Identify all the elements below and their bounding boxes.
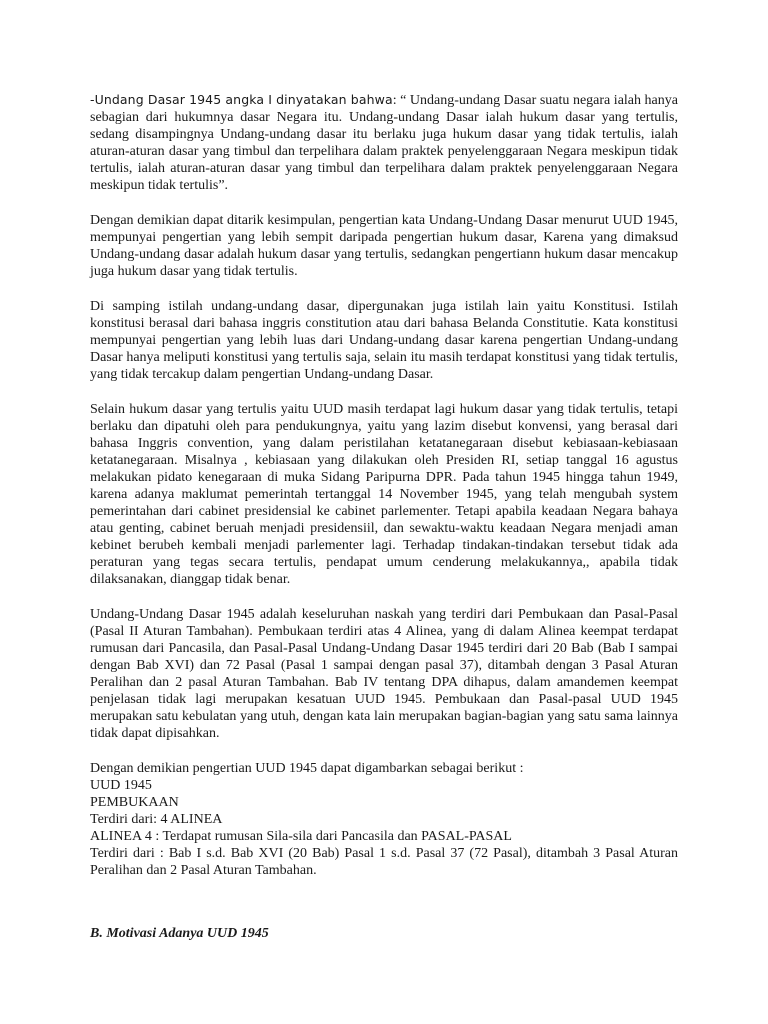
- summary-line-uud: UUD 1945: [90, 778, 152, 793]
- document-page: [90, 91, 678, 942]
- paragraph-structure: Undang-Undang Dasar 1945 adalah keseluruhan naskah yang terdiri dari Pembukaan dan Pasal-Pasal (Pasal II Aturan Tambahan). Pembukaan terdiri atas 4 Alinea, yang di dalam Alinea keempat terdapat rumusan dari Pancasila, dan Pasal-Pasal Undang-Undang Dasar 1945 terdiri dari 20 Bab (Bab I sampai dengan Bab XVI) dan 72 Pasal (Pasal 1 sampai dengan pasal 37), ditambah dengan 3 Pasal Aturan Peralihan dan 2 pasal Aturan Tambahan. Bab IV tentang DPA dihapus, dalam amandemen keempat penjelasan tidak lagi merupakan kesatuan UUD 1945. Pembukaan dan Pasal-pasal UUD 1945 merupakan satu kebulatan yang utuh, dengan kata lain merupakan bagian-bagian yang satu sama lainnya tidak dapat dipisahkan.: [90, 607, 678, 741]
- summary-intro: Dengan demikian pengertian UUD 1945 dapat digambarkan sebagai berikut :: [90, 761, 524, 776]
- paragraph-lead-text: -Undang Dasar 1945 angka I dinyatakan bahwa: [90, 92, 393, 107]
- paragraph-conclusion: Dengan demikian dapat ditarik kesimpulan, pengertian kata Undang-Undang Dasar menurut UUD 1945, mempunyai pengertian yang lebih sempit daripada pengertian hukum dasar, Karena yang dimaksud Undang-undang dasar adalah hukum dasar yang tertulis, sedangkan pengertiann hukum dasar mencakup juga hukum dasar yang tidak tertulis.: [90, 213, 678, 279]
- paragraph-uud-definition: [90, 91, 678, 194]
- section-heading: B. Motivasi Adanya UUD 1945: [90, 926, 269, 941]
- paragraph-konvensi: Selain hukum dasar yang tertulis yaitu UUD masih terdapat lagi hukum dasar yang tidak tertulis, tetapi berlaku dan dipatuhi oleh para pendukungnya, yaitu yang lazim disebut konvensi, yang berasal dari bahasa Inggris convention, yang dalam peristilahan ketatanegaraan disebut kebiasaan-kebiasaan ketatanegaraan. Misalnya , kebiasaan yang dilakukan oleh Presiden RI, setiap tanggal 16 agustus melakukan pidato kenegaraan di muka Sidang Paripurna DPR. Pada tahun 1945 hingga tahun 1949, karena adanya maklumat pemerintah tertanggal 14 November 1945, yang telah mengubah system pemerintahan dari cabinet presidensial ke cabinet parlementer. Tetapi apabila keadaan Negara bahaya atau genting, cabinet beruah menjadi presidensiil, dan sewaktu-waktu keadaan Negara menjadi aman kebinet berubeh kembali menjadi parlementer lagi. Terhadap tindakan-tindakan tersebut tidak ada peraturan yang tegas secara tertulis, pendapat umum cenderung melakukannya,, apabila tidak dilaksanakan, dianggap tidak benar.: [90, 402, 678, 587]
- paragraph-konstitusi: Di samping istilah undang-undang dasar, dipergunakan juga istilah lain yaitu Konstitusi. Istilah konstitusi berasal dari bahasa inggris constitution atau dari bahasa Belanda Constitutie. Kata konstitusi mempunyai pengertian yang lebih luas dari Undang-undang dasar karena pengertian Undang-undang Dasar hanya meliputi konstitusi yang tertulis saja, selain itu masih terdapat konstitusi yang tidak tertulis, yang tidak tercakup dalam pengertian Undang-undang Dasar.: [90, 299, 678, 382]
- summary-line-pembukaan: PEMBUKAAN: [90, 795, 179, 810]
- uud-summary-list: [90, 760, 678, 879]
- summary-line-pasal: Terdiri dari : Bab I s.d. Bab XVI (20 Bab) Pasal 1 s.d. Pasal 37 (72 Pasal), ditambah 3 Pasal Aturan Peralihan dan 2 Pasal Aturan Tambahan.: [90, 846, 678, 878]
- summary-line-alinea-4: ALINEA 4 : Terdapat rumusan Sila-sila dari Pancasila dan PASAL-PASAL: [90, 829, 512, 844]
- summary-line-alinea-count: Terdiri dari: 4 ALINEA: [90, 812, 223, 827]
- paragraph-body-text: : “ Undang-undang Dasar suatu negara ialah hanya sebagian dari hukumnya dasar Negara itu. Undang-undang Dasar ialah hukum dasar yang tertulis, sedang disampingnya Undang-undang dasar itu berlaku juga hukum dasar yang tidak tertulis, ialah aturan-aturan dasar yang timbul dan terpelihara dalam praktek penyelenggaraan Negara meskipun tidak tertulis, ialah aturan-aturan dasar yang timbul dan terpelihara dalam praktek penyelenggaraan Negara meskipun tidak tertulis”.: [90, 93, 678, 193]
